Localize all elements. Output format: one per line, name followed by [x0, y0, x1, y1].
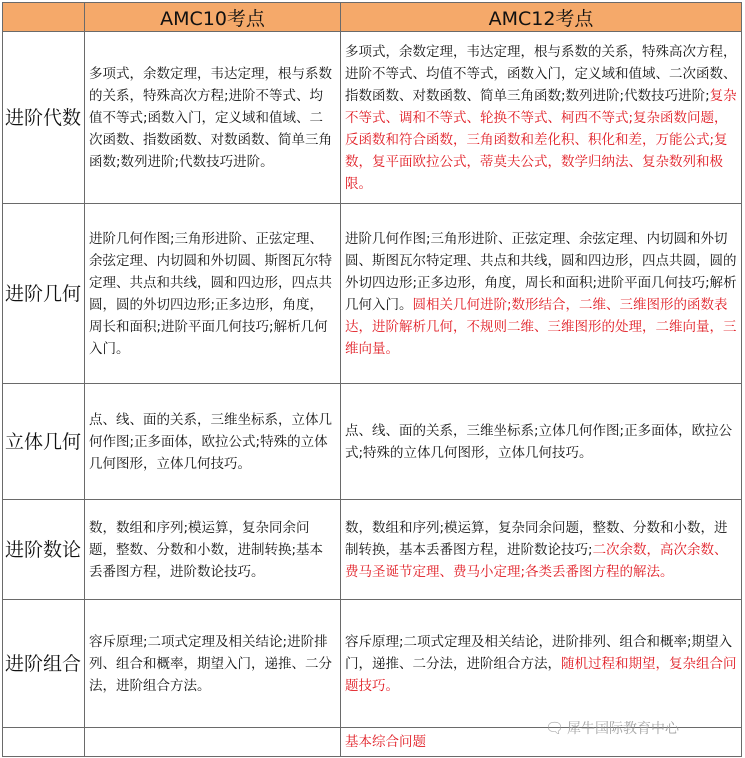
- header-row: [3, 3, 742, 32]
- amc12-cell: [341, 600, 742, 728]
- category-cell: [3, 728, 85, 757]
- amc12-text: 容斥原理;二项式定理及相关结论，进阶排列、组合和概率;期望入门，递推、二分法，进阶组合方法，: [345, 633, 733, 672]
- category-cell: 立体几何: [3, 384, 85, 500]
- amc12-new-text: 复杂不等式、调和不等式、轮换不等式、柯西不等式;复杂函数问题，反函数和符合函数，三角函数和差化积、积化和差，万能公式;复数，复平面欧拉公式，蒂莫夫公式，数学归纳法、复杂数列和极限。: [345, 87, 737, 192]
- amc12-new-text: 随机过程和期望，复杂组合问题技巧。: [345, 655, 737, 694]
- amc12-cell: [341, 728, 742, 757]
- chat-bubble-icon: 🗨: [545, 719, 565, 737]
- amc12-new-text: 基本综合问题: [345, 734, 426, 750]
- table-row: [3, 600, 742, 728]
- amc12-cell: [341, 500, 742, 600]
- watermark-text: 犀牛国际教育中心: [567, 721, 680, 737]
- table-row: [3, 204, 742, 384]
- table-row: [3, 384, 742, 500]
- header-amc12: AMC12考点: [341, 3, 742, 32]
- amc12-cell: [341, 384, 742, 500]
- table-row: [3, 500, 742, 600]
- category-cell: 进阶数论: [3, 500, 85, 600]
- category-cell: 进阶代数: [3, 32, 85, 204]
- amc12-cell: [341, 204, 742, 384]
- category-cell: 进阶几何: [3, 204, 85, 384]
- amc-comparison-table: [2, 2, 742, 757]
- amc10-cell: 进阶几何作图;三角形进阶、正弦定理、余弦定理、内切圆和外切圆、斯图瓦尔特定理、共点和共线，圆和四边形，四点共圆，圆的外切四边形;正多边形，角度，周长和面积;进阶平面几何技巧;解析几何入门。: [85, 204, 341, 384]
- amc12-text: 数，数组和序列;模运算，复杂同余问题，整数、分数和小数，进制转换，基本丢番图方程，进阶数论技巧;: [345, 519, 728, 558]
- amc12-text: 点、线、面的关系，三维坐标系;立体几何作图;正多面体，欧拉公式;特殊的立体几何图形，立体几何技巧。: [345, 422, 733, 461]
- amc10-cell: 容斥原理;二项式定理及相关结论;进阶排列、组合和概率，期望入门，递推、二分法，进阶组合方法。: [85, 600, 341, 728]
- amc12-cell: [341, 32, 742, 204]
- amc10-cell: 点、线、面的关系，三维坐标系，立体几何作图;正多面体，欧拉公式;特殊的立体几何图形，立体几何技巧。: [85, 384, 341, 500]
- amc10-cell: [85, 728, 341, 757]
- watermark: [545, 718, 679, 738]
- header-corner: [3, 3, 85, 32]
- table-row: [3, 32, 742, 204]
- amc12-new-text: 圆相关几何进阶;数形结合，二维、三维图形的函数表达，进阶解析几何，不规则二维、三维图形的处理，二维向量，三维向量。: [345, 296, 737, 357]
- header-amc10: AMC10考点: [85, 3, 341, 32]
- amc12-text: 进阶几何作图;三角形进阶、正弦定理、余弦定理、内切圆和外切圆、斯图瓦尔特定理、共点和共线，圆和四边形，四点共圆，圆的外切四边形;正多边形，角度，周长和面积;进阶平面几何技巧;解析几何入门。: [345, 230, 737, 313]
- amc12-new-text: 二次余数，高次余数、费马圣诞节定理、费马小定理;各类丢番图方程的解法。: [345, 541, 728, 580]
- category-cell: 进阶组合: [3, 600, 85, 728]
- amc12-text: 多项式，余数定理，韦达定理，根与系数的关系，特殊高次方程，进阶不等式、均值不等式，函数入门，定义域和值域、二次函数、指数函数、对数函数、简单三角函数;数列进阶;代数技巧进阶;: [345, 43, 737, 104]
- amc10-cell: 数，数组和序列;模运算，复杂同余问题，整数、分数和小数，进制转换;基本丢番图方程，进阶数论技巧。: [85, 500, 341, 600]
- amc10-cell: 多项式，余数定理，韦达定理，根与系数的关系，特殊高次方程;进阶不等式、均值不等式;函数入门，定义域和值域、二次函数、指数函数、对数函数、简单三角函数;数列进阶;代数技巧进阶。: [85, 32, 341, 204]
